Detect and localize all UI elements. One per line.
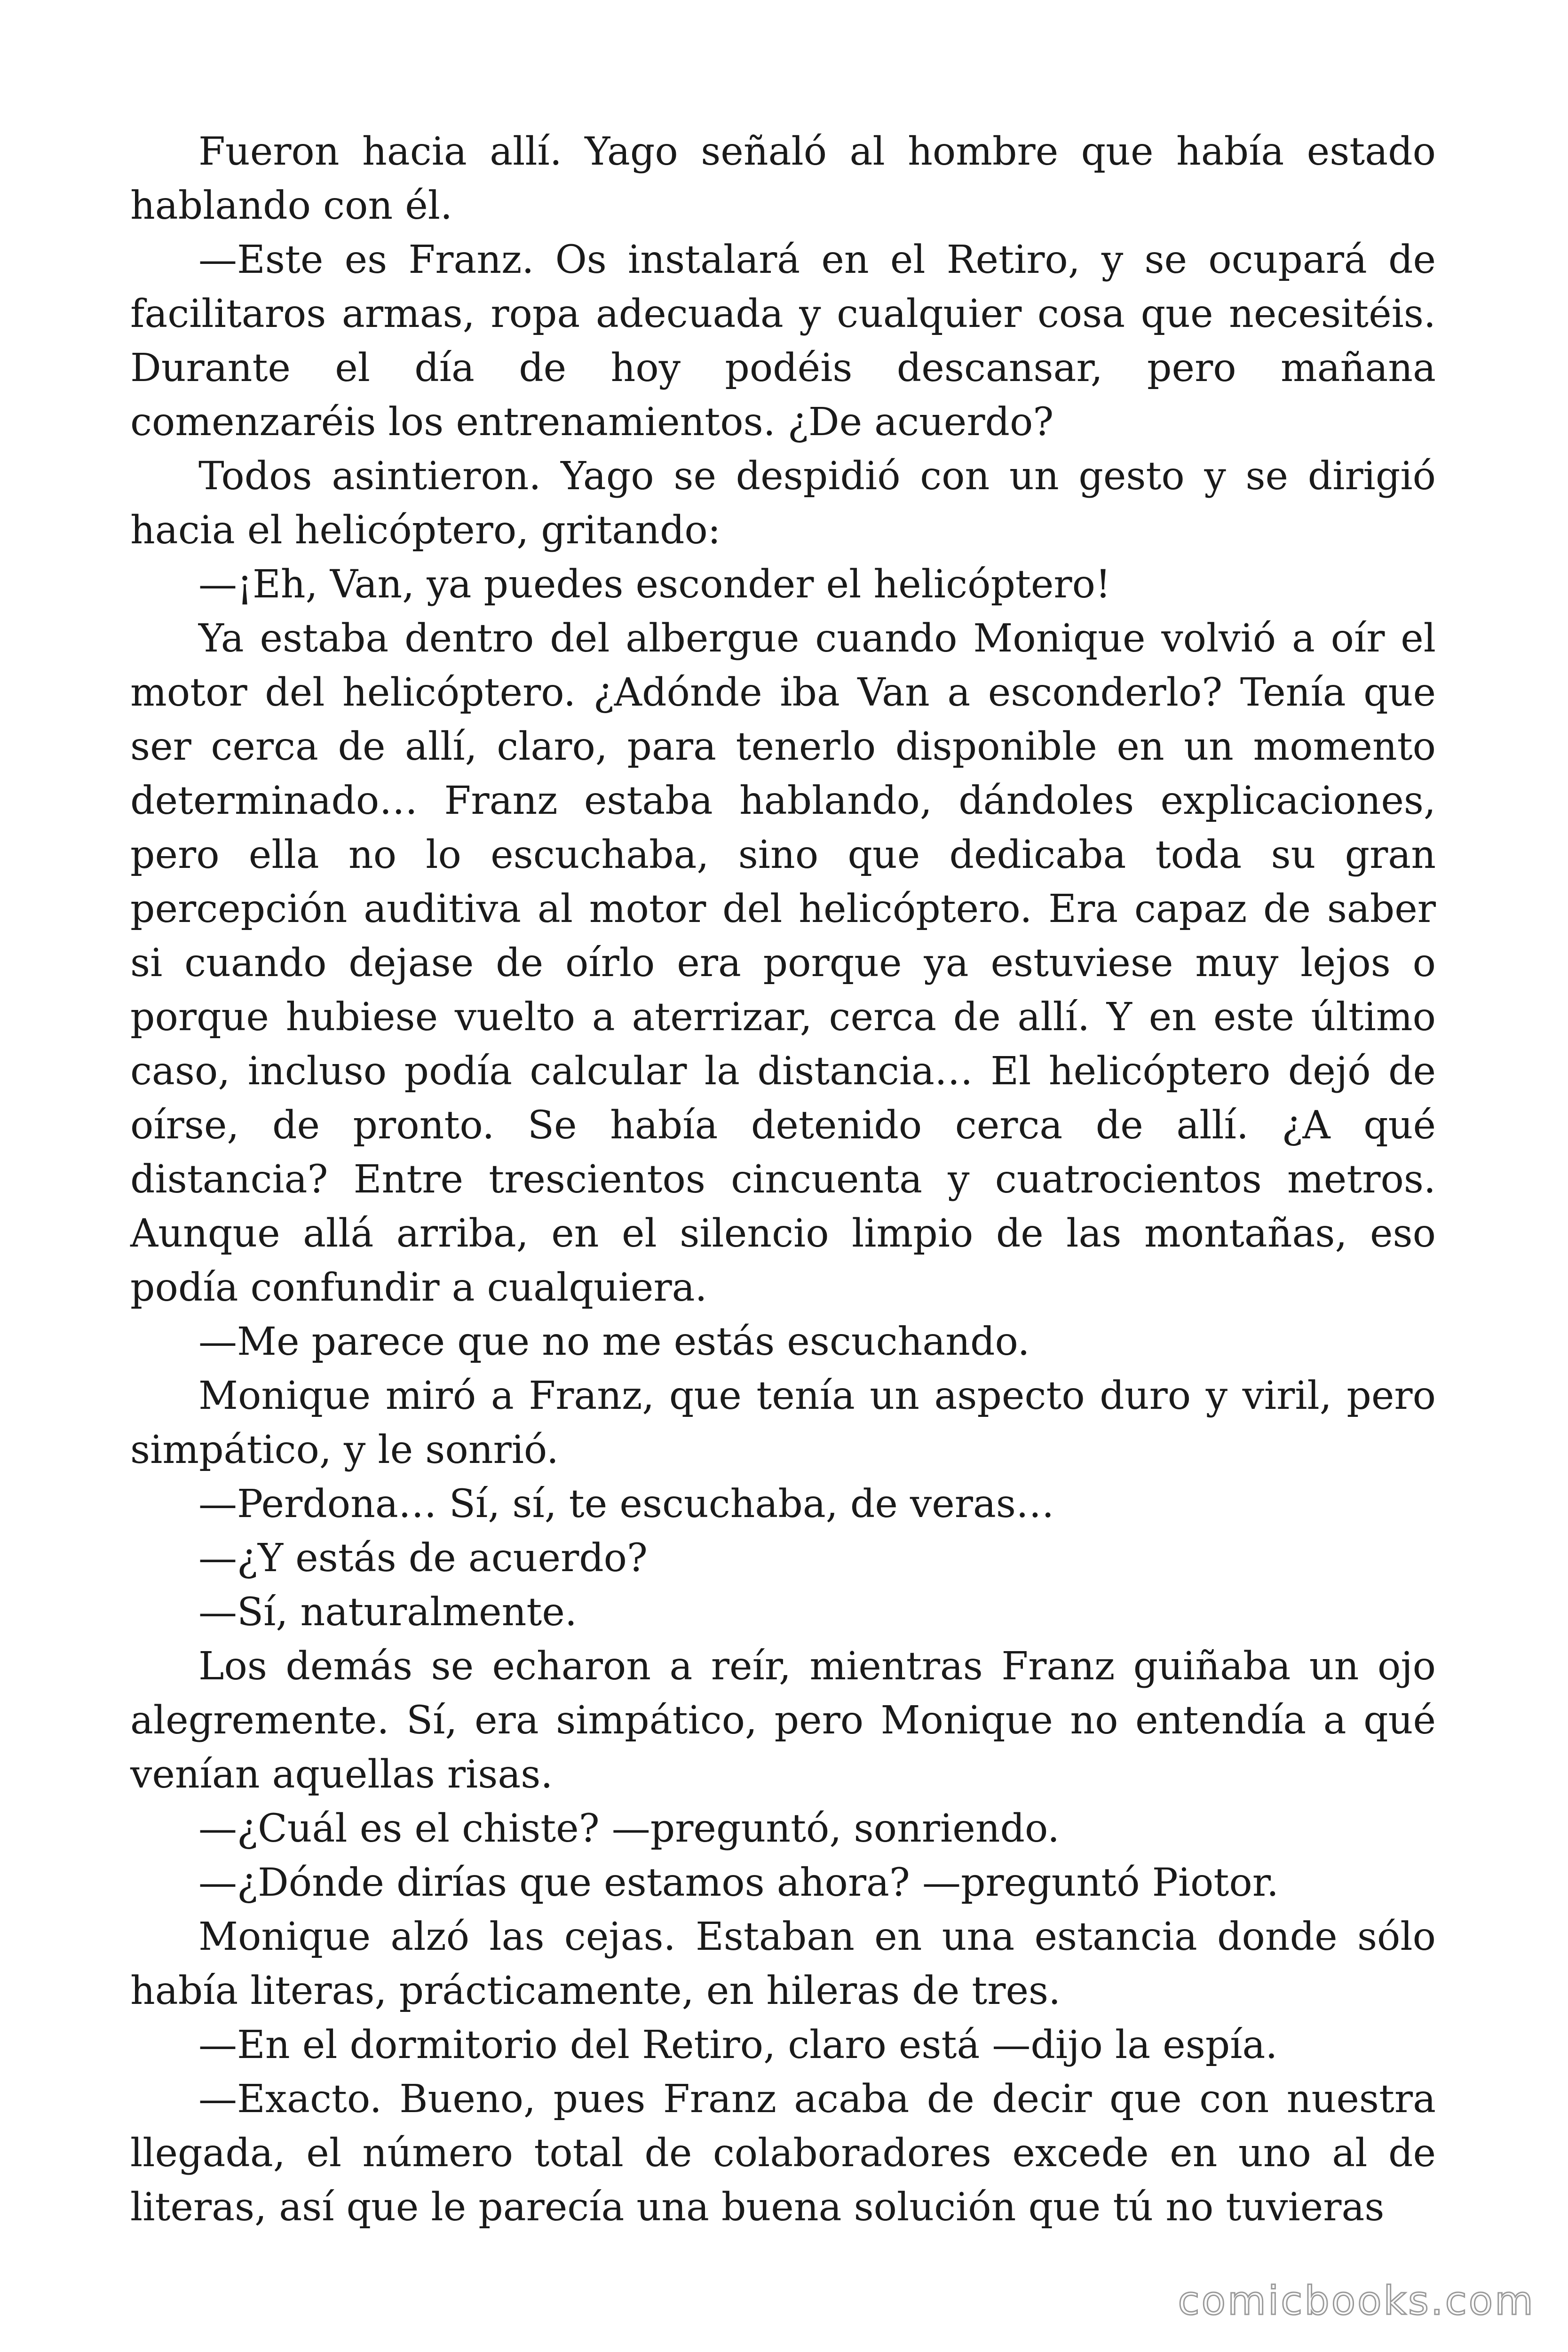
paragraph-15: —En el dormitorio del Retiro, claro está —dijo la espía. bbox=[198, 2023, 1278, 2067]
watermark: comicbooks.com bbox=[1178, 2278, 1535, 2324]
paragraph-8: —Perdona… Sí, sí, te escuchaba, de veras… bbox=[198, 1482, 1054, 1526]
paragraph-13: —¿Dónde dirías que estamos ahora? —preguntó Piotor. bbox=[198, 1860, 1279, 1905]
paragraph-11: Los demás se echaron a reír, mientras Franz guiñaba un ojo alegremente. Sí, era simpático, pero Monique no entendía a qué venían aquellas risas. bbox=[130, 1644, 1436, 1797]
paragraph-4: —¡Eh, Van, ya puedes esconder el helicóptero! bbox=[198, 562, 1111, 607]
paragraph-1: Fueron hacia allí. Yago señaló al hombre que había estado hablando con él. bbox=[130, 129, 1436, 228]
book-page-text bbox=[130, 125, 1436, 2234]
paragraph-9: —¿Y estás de acuerdo? bbox=[198, 1536, 648, 1581]
paragraph-3: Todos asintieron. Yago se despidió con un gesto y se dirigió hacia el helicóptero, gritando: bbox=[130, 454, 1436, 553]
paragraph-7: Monique miró a Franz, que tenía un aspecto duro y viril, pero simpático, y le sonrió. bbox=[130, 1374, 1436, 1472]
paragraph-12: —¿Cuál es el chiste? —preguntó, sonriendo. bbox=[198, 1806, 1060, 1851]
paragraph-5: Ya estaba dentro del albergue cuando Monique volvió a oír el motor del helicóptero. ¿Adónde iba Van a esconderlo? Tenía que ser cerca de allí, claro, para tenerlo disponible en un momento determinado… Franz estaba hablando, dándoles explicaciones, pero ella no lo escuchaba, sino que dedicaba toda su gran percepción auditiva al motor del helicóptero. Era capaz de saber si cuando dejase de oírlo era porque ya estuviese muy lejos o porque hubiese vuelto a aterrizar, cerca de allí. Y en este último caso, incluso podía calcular la distancia… El helicóptero dejó de oírse, de pronto. Se había detenido cerca de allí. ¿A qué distancia? Entre trescientos cincuenta y cuatrocientos metros. Aunque allá arriba, en el silencio limpio de las montañas, eso podía confundir a cualquiera. bbox=[130, 616, 1436, 1310]
paragraph-10: —Sí, naturalmente. bbox=[198, 1590, 577, 1635]
paragraph-16: —Exacto. Bueno, pues Franz acaba de decir que con nuestra llegada, el número total de colaboradores excede en uno al de literas, así que le parecía una buena solución que tú no tuvieras bbox=[130, 2077, 1436, 2230]
paragraph-6: —Me parece que no me estás escuchando. bbox=[198, 1319, 1030, 1364]
paragraph-14: Monique alzó las cejas. Estaban en una estancia donde sólo había literas, prácticamente, en hileras de tres. bbox=[130, 1915, 1436, 2013]
paragraph-2: —Este es Franz. Os instalará en el Retiro, y se ocupará de facilitaros armas, ropa adecuada y cualquier cosa que necesitéis. Durante el día de hoy podéis descansar, pero mañana comenzaréis los entrenamientos. ¿De acuerdo? bbox=[130, 238, 1436, 445]
